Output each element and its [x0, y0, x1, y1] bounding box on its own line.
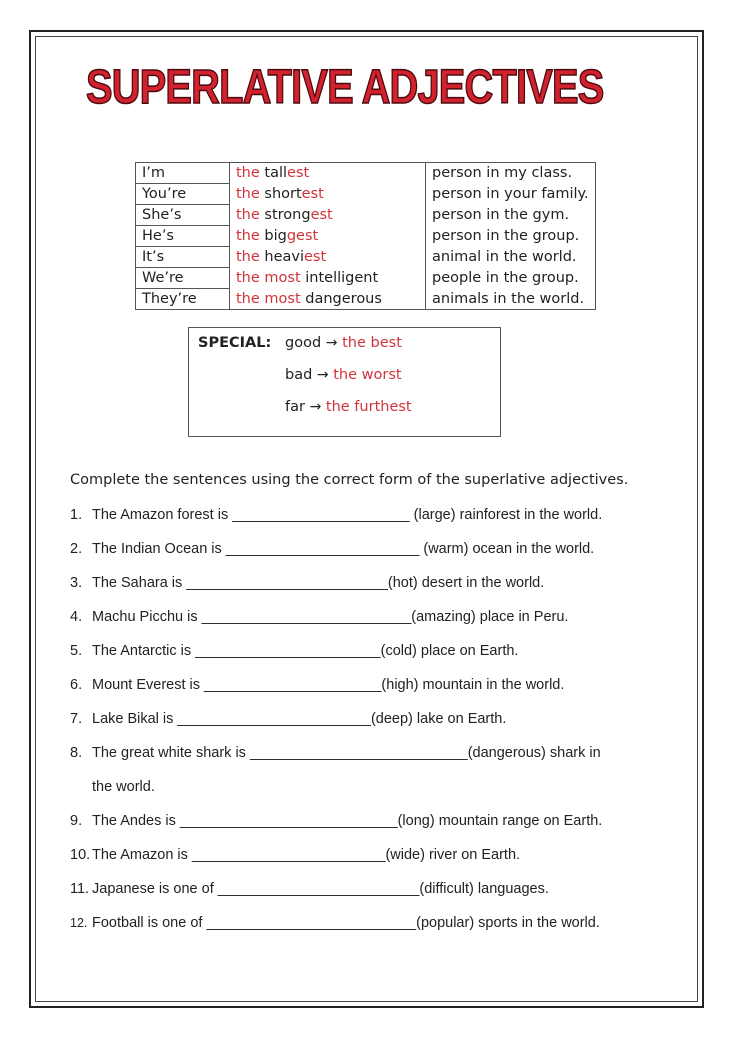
- exercise-item: [70, 507, 602, 523]
- superlative-cell: [230, 247, 426, 268]
- grammar-row: [136, 247, 596, 268]
- special-row: [285, 399, 412, 415]
- superlative-cell: [230, 226, 426, 247]
- exercise-text: The Sahara is _________________________(hot) desert in the world.: [92, 575, 545, 591]
- exercise-item: [70, 541, 594, 557]
- phrase-cell: people in the group.: [426, 268, 596, 289]
- special-result: the best: [342, 335, 402, 351]
- exercise-number: 10.: [70, 847, 91, 863]
- exercise-text: Machu Picchu is __________________________(amazing) place in Peru.: [92, 609, 569, 625]
- special-label: SPECIAL:: [198, 335, 272, 351]
- exercise-text: The Amazon is ________________________(wide) river on Earth.: [92, 847, 521, 863]
- base-text: strong: [264, 207, 311, 223]
- phrase-cell: person in your family.: [426, 184, 596, 205]
- exercise-item: [70, 881, 549, 897]
- ending-text: est: [301, 186, 324, 202]
- subject-cell: It’s: [136, 247, 230, 268]
- exercise-item: [70, 643, 518, 659]
- article-text: the: [236, 186, 265, 202]
- special-word: far: [285, 399, 305, 415]
- grammar-table: [135, 162, 596, 310]
- subject-cell: They’re: [136, 289, 230, 310]
- grammar-row: [136, 268, 596, 289]
- subject-cell: I’m: [136, 163, 230, 184]
- grammar-row: [136, 163, 596, 184]
- worksheet-title: SUPERLATIVE ADJECTIVES: [86, 61, 604, 114]
- phrase-cell: animal in the world.: [426, 247, 596, 268]
- exercise-number: 3.: [70, 575, 83, 591]
- ending-text: est: [310, 207, 333, 223]
- exercise-text: Lake Bikal is ________________________(deep) lake on Earth.: [92, 711, 507, 727]
- exercise-number: 6.: [70, 677, 83, 693]
- subject-cell: We’re: [136, 268, 230, 289]
- superlative-cell: [230, 184, 426, 205]
- special-result: the furthest: [325, 399, 412, 415]
- ending-text: gest: [286, 228, 319, 244]
- base-text: intelligent: [305, 270, 379, 286]
- grammar-row: [136, 184, 596, 205]
- exercise-text: the world.: [92, 779, 155, 795]
- article-text: the most: [236, 290, 306, 307]
- superlative-cell: [230, 163, 426, 184]
- ending-text: est: [304, 249, 327, 265]
- exercise-item: [70, 847, 520, 863]
- special-word: good: [285, 335, 322, 351]
- exercise-item: [70, 575, 544, 591]
- base-text: heavi: [264, 249, 305, 265]
- special-row: [285, 335, 402, 351]
- base-text: short: [264, 186, 302, 202]
- exercise-item: [70, 677, 564, 693]
- special-row: [285, 367, 402, 383]
- exercise-number: 7.: [70, 711, 83, 727]
- exercise-text: The Amazon forest is ______________________ (large) rainforest in the world.: [92, 507, 603, 523]
- subject-cell: She’s: [136, 205, 230, 226]
- article-text: the: [236, 249, 265, 265]
- phrase-cell: person in the group.: [426, 226, 596, 247]
- article-text: the most: [236, 270, 306, 286]
- exercise-item: [70, 779, 155, 795]
- exercise-text: Football is one of __________________________(popular) sports in the world.: [92, 915, 600, 931]
- subject-cell: You’re: [136, 184, 230, 205]
- article-text: the: [236, 228, 265, 244]
- exercise-text: The Antarctic is _______________________(cold) place on Earth.: [92, 643, 519, 659]
- exercise-number: 4.: [70, 609, 83, 625]
- exercise-number: 9.: [70, 813, 83, 829]
- exercise-text: Mount Everest is ______________________(high) mountain in the world.: [92, 677, 565, 693]
- exercise-item: [70, 745, 601, 761]
- exercise-item: [70, 711, 506, 727]
- exercise-text: The Indian Ocean is ________________________ (warm) ocean in the world.: [92, 541, 595, 557]
- article-text: the: [236, 207, 265, 223]
- exercise-text: The Andes is ___________________________(long) mountain range on Earth.: [92, 813, 603, 829]
- grammar-row: [136, 205, 596, 226]
- exercise-text: Japanese is one of _________________________(difficult) languages.: [92, 881, 549, 897]
- superlative-cell: [230, 289, 426, 310]
- exercise-item: [70, 609, 568, 625]
- exercise-number: 2.: [70, 541, 83, 557]
- exercise-item: [70, 813, 602, 829]
- exercise-number: 11.: [70, 881, 90, 897]
- superlative-cell: [230, 205, 426, 226]
- subject-cell: He’s: [136, 226, 230, 247]
- exercise-number: 5.: [70, 643, 83, 659]
- exercise-number: 1.: [70, 507, 83, 523]
- phrase-cell: animals in the world.: [426, 289, 596, 310]
- base-text: tall: [264, 165, 288, 182]
- phrase-cell: person in my class.: [426, 163, 596, 184]
- article-text: the: [236, 165, 265, 182]
- special-box: [188, 327, 501, 437]
- base-text: big: [264, 228, 287, 244]
- ending-text: est: [287, 165, 310, 182]
- special-word: bad: [285, 367, 313, 383]
- exercise-number: 12.: [70, 916, 88, 930]
- instructions: Complete the sentences using the correct form of the superlative adjectives.: [70, 472, 629, 488]
- superlative-cell: [230, 268, 426, 289]
- exercise-text: The great white shark is ___________________________(dangerous) shark in: [92, 745, 601, 761]
- base-text: dangerous: [305, 290, 382, 307]
- exercise-item: [70, 915, 600, 931]
- exercise-number: 8.: [70, 745, 83, 761]
- phrase-cell: person in the gym.: [426, 205, 596, 226]
- special-result: the worst: [333, 367, 402, 383]
- grammar-row: [136, 289, 596, 310]
- arrow-right-icon: →: [316, 367, 329, 383]
- arrow-right-icon: →: [309, 399, 322, 415]
- grammar-row: [136, 226, 596, 247]
- arrow-right-icon: →: [325, 335, 338, 351]
